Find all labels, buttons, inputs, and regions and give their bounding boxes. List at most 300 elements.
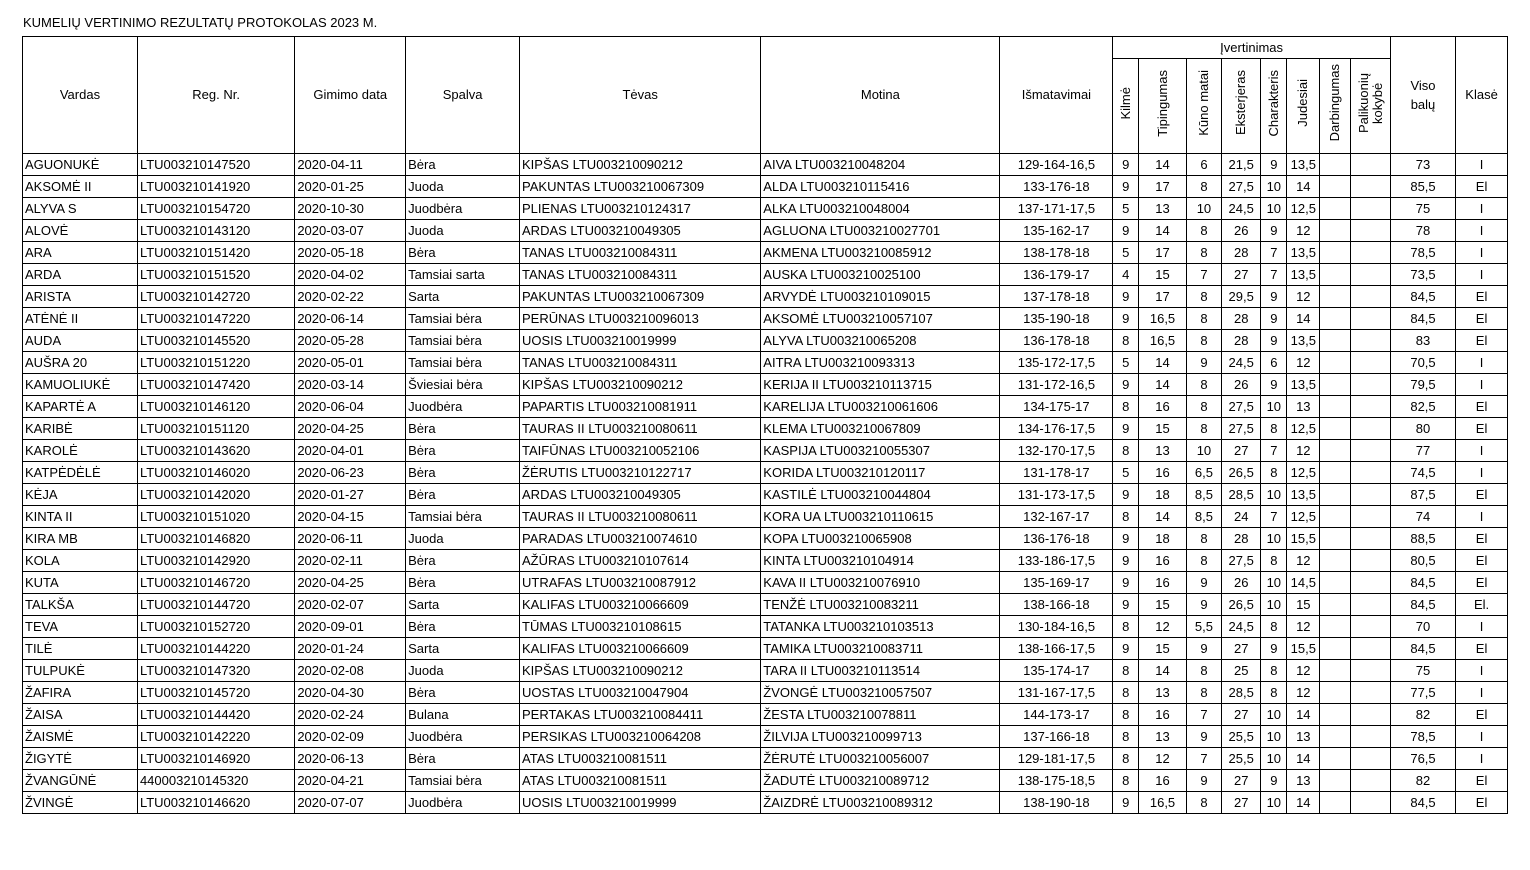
table-cell: 14,5 xyxy=(1287,572,1320,594)
table-cell: 9 xyxy=(1261,286,1287,308)
table-cell xyxy=(1351,748,1390,770)
table-cell: TARA II LTU003210113514 xyxy=(761,660,1000,682)
table-cell xyxy=(1351,374,1390,396)
table-cell: LTU003210144720 xyxy=(137,594,294,616)
table-cell: 12,5 xyxy=(1287,462,1320,484)
table-cell: 13,5 xyxy=(1287,330,1320,352)
table-cell: 9 xyxy=(1186,594,1221,616)
table-cell xyxy=(1351,682,1390,704)
table-row xyxy=(23,726,1508,748)
table-row xyxy=(23,440,1508,462)
table-cell: 26 xyxy=(1222,374,1261,396)
table-cell: Bėra xyxy=(406,418,520,440)
col-header-darbingumas: Darbingumas xyxy=(1320,59,1351,154)
table-cell: PERTAKAS LTU003210084411 xyxy=(520,704,761,726)
table-cell: 8 xyxy=(1186,660,1221,682)
table-cell: I xyxy=(1456,198,1508,220)
table-cell: 15 xyxy=(1139,418,1187,440)
table-cell: 8 xyxy=(1186,374,1221,396)
table-cell: 2020-02-07 xyxy=(295,594,406,616)
table-cell: 13 xyxy=(1139,440,1187,462)
table-cell: 5 xyxy=(1113,352,1139,374)
col-header-kilme: Kilmė xyxy=(1113,59,1139,154)
table-cell: I xyxy=(1456,748,1508,770)
table-cell: 12 xyxy=(1287,616,1320,638)
table-cell: 12 xyxy=(1139,748,1187,770)
table-cell: 29,5 xyxy=(1222,286,1261,308)
table-cell: UOSTAS LTU003210047904 xyxy=(520,682,761,704)
table-cell: 13 xyxy=(1139,198,1187,220)
table-cell: 137-178-18 xyxy=(1000,286,1113,308)
table-cell: 137-171-17,5 xyxy=(1000,198,1113,220)
table-cell: 9 xyxy=(1186,726,1221,748)
table-cell xyxy=(1351,770,1390,792)
table-cell xyxy=(1351,242,1390,264)
table-cell xyxy=(1320,660,1351,682)
table-cell: ATAS LTU003210081511 xyxy=(520,748,761,770)
table-cell: 10 xyxy=(1261,198,1287,220)
table-cell: 10 xyxy=(1186,198,1221,220)
table-cell: 138-190-18 xyxy=(1000,792,1113,814)
table-cell xyxy=(1351,704,1390,726)
table-cell: 131-172-16,5 xyxy=(1000,374,1113,396)
col-header-motina: Motina xyxy=(761,37,1000,154)
table-cell: Bėra xyxy=(406,616,520,638)
table-cell: 2020-06-14 xyxy=(295,308,406,330)
table-cell: Juodbėra xyxy=(406,198,520,220)
table-cell: 82 xyxy=(1390,770,1455,792)
table-cell: 2020-02-22 xyxy=(295,286,406,308)
table-cell: 16,5 xyxy=(1139,330,1187,352)
table-cell: KARELIJA LTU003210061606 xyxy=(761,396,1000,418)
table-cell: AKSOMĖ LTU003210057107 xyxy=(761,308,1000,330)
col-header-ismatavimai: Išmatavimai xyxy=(1000,37,1113,154)
table-cell: LTU003210146020 xyxy=(137,462,294,484)
table-cell: 136-178-18 xyxy=(1000,330,1113,352)
table-cell: 12 xyxy=(1287,286,1320,308)
table-cell xyxy=(1351,484,1390,506)
table-cell: 5,5 xyxy=(1186,616,1221,638)
col-header-judesiai: Judesiai xyxy=(1287,59,1320,154)
table-cell: ALYVA S xyxy=(23,198,138,220)
table-cell xyxy=(1320,286,1351,308)
table-cell: 131-178-17 xyxy=(1000,462,1113,484)
table-cell xyxy=(1320,154,1351,176)
table-cell: 2020-09-01 xyxy=(295,616,406,638)
table-cell xyxy=(1351,198,1390,220)
table-row xyxy=(23,506,1508,528)
table-row xyxy=(23,330,1508,352)
table-cell: 8 xyxy=(1113,330,1139,352)
table-cell: TAURAS II LTU003210080611 xyxy=(520,418,761,440)
col-header-tevas: Tėvas xyxy=(520,37,761,154)
table-cell: 2020-01-27 xyxy=(295,484,406,506)
table-cell xyxy=(1320,440,1351,462)
table-cell: 27,5 xyxy=(1222,418,1261,440)
table-cell: 10 xyxy=(1261,726,1287,748)
col-header-vardas: Vardas xyxy=(23,37,138,154)
table-cell: 27 xyxy=(1222,770,1261,792)
table-cell xyxy=(1320,374,1351,396)
table-cell: LTU003210146120 xyxy=(137,396,294,418)
table-cell: 6 xyxy=(1186,154,1221,176)
table-cell: KUTA xyxy=(23,572,138,594)
table-cell: KOLA xyxy=(23,550,138,572)
table-cell xyxy=(1320,506,1351,528)
table-cell: KORIDA LTU003210120117 xyxy=(761,462,1000,484)
col-header-tipingumas: Tipingumas xyxy=(1139,59,1187,154)
table-cell: 75 xyxy=(1390,198,1455,220)
document-title: KUMELIŲ VERTINIMO REZULTATŲ PROTOKOLAS 2023 M. xyxy=(23,15,378,30)
table-cell: 9 xyxy=(1261,308,1287,330)
table-cell: 2020-04-02 xyxy=(295,264,406,286)
table-cell: 8 xyxy=(1113,770,1139,792)
table-cell: 8 xyxy=(1186,286,1221,308)
table-cell: 16,5 xyxy=(1139,308,1187,330)
table-cell: 25,5 xyxy=(1222,748,1261,770)
table-cell: 135-174-17 xyxy=(1000,660,1113,682)
table-cell: AKMENA LTU003210085912 xyxy=(761,242,1000,264)
table-cell: 17 xyxy=(1139,242,1187,264)
table-cell xyxy=(1320,220,1351,242)
table-cell: 10 xyxy=(1261,748,1287,770)
table-cell: Sarta xyxy=(406,286,520,308)
table-row xyxy=(23,748,1508,770)
table-cell: 14 xyxy=(1139,220,1187,242)
table-cell: 9 xyxy=(1113,638,1139,660)
table-cell: 15,5 xyxy=(1287,528,1320,550)
table-cell: 9 xyxy=(1186,638,1221,660)
table-cell: 12,5 xyxy=(1287,198,1320,220)
table-cell: ARA xyxy=(23,242,138,264)
table-cell: 28 xyxy=(1222,528,1261,550)
table-row xyxy=(23,154,1508,176)
table-cell: Sarta xyxy=(406,638,520,660)
table-cell: 10 xyxy=(1261,484,1287,506)
table-cell: KĖJA xyxy=(23,484,138,506)
table-cell: 8 xyxy=(1113,616,1139,638)
table-cell: 5 xyxy=(1113,242,1139,264)
table-cell: LTU003210144220 xyxy=(137,638,294,660)
table-cell: El xyxy=(1456,418,1508,440)
table-row xyxy=(23,682,1508,704)
table-cell: 14 xyxy=(1139,660,1187,682)
table-cell: 13 xyxy=(1139,682,1187,704)
table-cell: 136-179-17 xyxy=(1000,264,1113,286)
table-cell: ŽVONGĖ LTU003210057507 xyxy=(761,682,1000,704)
table-cell: 27 xyxy=(1222,440,1261,462)
table-cell: LTU003210152720 xyxy=(137,616,294,638)
col-header-palikuoniu-kokybe: Palikuonių kokybė xyxy=(1351,59,1390,154)
table-cell xyxy=(1320,176,1351,198)
table-cell: LTU003210142720 xyxy=(137,286,294,308)
table-cell: 135-169-17 xyxy=(1000,572,1113,594)
table-cell: 2020-02-09 xyxy=(295,726,406,748)
table-cell: 9 xyxy=(1186,352,1221,374)
table-cell xyxy=(1320,418,1351,440)
table-cell xyxy=(1320,264,1351,286)
table-cell: Tamsiai sarta xyxy=(406,264,520,286)
col-header-klase: Klasė xyxy=(1456,37,1508,154)
table-cell: 10 xyxy=(1186,440,1221,462)
table-cell: 10 xyxy=(1261,528,1287,550)
col-header-viso-balu xyxy=(1390,37,1455,154)
table-cell: 13 xyxy=(1139,726,1187,748)
table-cell: 133-176-18 xyxy=(1000,176,1113,198)
table-cell: KINTA LTU003210104914 xyxy=(761,550,1000,572)
table-cell: 7 xyxy=(1261,264,1287,286)
table-cell: KOPA LTU003210065908 xyxy=(761,528,1000,550)
table-cell: 16 xyxy=(1139,704,1187,726)
table-cell: 132-167-17 xyxy=(1000,506,1113,528)
table-cell: 27 xyxy=(1222,704,1261,726)
table-cell: 9 xyxy=(1113,484,1139,506)
table-row xyxy=(23,660,1508,682)
table-cell: 9 xyxy=(1186,770,1221,792)
table-cell: 2020-05-18 xyxy=(295,242,406,264)
table-cell: Juodbėra xyxy=(406,396,520,418)
table-cell: 14 xyxy=(1287,748,1320,770)
table-cell: 8 xyxy=(1186,418,1221,440)
table-row xyxy=(23,176,1508,198)
table-cell: Bėra xyxy=(406,682,520,704)
table-cell xyxy=(1320,308,1351,330)
table-cell: 10 xyxy=(1261,792,1287,814)
table-cell: 5 xyxy=(1113,462,1139,484)
table-cell: 8 xyxy=(1261,616,1287,638)
table-cell: 14 xyxy=(1139,352,1187,374)
table-cell: Bėra xyxy=(406,462,520,484)
table-row xyxy=(23,308,1508,330)
table-cell: 2020-05-01 xyxy=(295,352,406,374)
group-header-ivertinimas: Įvertinimas xyxy=(1113,37,1391,59)
table-cell: 27 xyxy=(1222,792,1261,814)
table-row xyxy=(23,550,1508,572)
table-cell: 73 xyxy=(1390,154,1455,176)
table-cell: PAKUNTAS LTU003210067309 xyxy=(520,176,761,198)
table-cell xyxy=(1351,264,1390,286)
table-cell: 7 xyxy=(1261,242,1287,264)
table-cell xyxy=(1351,440,1390,462)
table-cell: 8 xyxy=(1113,506,1139,528)
results-table xyxy=(22,36,1508,814)
table-cell: Tamsiai bėra xyxy=(406,770,520,792)
table-cell: LTU003210143620 xyxy=(137,440,294,462)
table-cell: ARDA xyxy=(23,264,138,286)
table-cell: Juoda xyxy=(406,220,520,242)
table-cell: 135-162-17 xyxy=(1000,220,1113,242)
table-cell: I xyxy=(1456,660,1508,682)
table-row xyxy=(23,198,1508,220)
table-cell: ŽESTA LTU003210078811 xyxy=(761,704,1000,726)
table-cell: 8 xyxy=(1261,660,1287,682)
table-cell: 79,5 xyxy=(1390,374,1455,396)
table-cell: El xyxy=(1456,308,1508,330)
table-cell: 13 xyxy=(1287,726,1320,748)
table-cell: 131-173-17,5 xyxy=(1000,484,1113,506)
table-cell: AŽŪRAS LTU003210107614 xyxy=(520,550,761,572)
table-cell: 13,5 xyxy=(1287,374,1320,396)
table-cell: Juoda xyxy=(406,660,520,682)
table-cell xyxy=(1320,704,1351,726)
table-cell: LTU003210151120 xyxy=(137,418,294,440)
table-cell: PERSIKAS LTU003210064208 xyxy=(520,726,761,748)
table-cell: PERŪNAS LTU003210096013 xyxy=(520,308,761,330)
table-cell xyxy=(1320,396,1351,418)
table-cell: El xyxy=(1456,528,1508,550)
table-cell xyxy=(1320,352,1351,374)
table-cell: I xyxy=(1456,682,1508,704)
table-cell: UOSIS LTU003210019999 xyxy=(520,330,761,352)
table-cell: 137-166-18 xyxy=(1000,726,1113,748)
table-cell: LTU003210146720 xyxy=(137,572,294,594)
table-cell: 138-166-18 xyxy=(1000,594,1113,616)
table-cell: 27,5 xyxy=(1222,550,1261,572)
table-cell: ARDAS LTU003210049305 xyxy=(520,220,761,242)
table-cell: El xyxy=(1456,704,1508,726)
col-header-spalva: Spalva xyxy=(406,37,520,154)
table-cell: 17 xyxy=(1139,286,1187,308)
table-cell: KIPŠAS LTU003210090212 xyxy=(520,154,761,176)
table-cell: Bėra xyxy=(406,550,520,572)
table-cell: Tamsiai bėra xyxy=(406,330,520,352)
table-cell: 2020-04-30 xyxy=(295,682,406,704)
table-cell: 84,5 xyxy=(1390,638,1455,660)
table-cell: 8 xyxy=(1113,396,1139,418)
table-cell: AITRA LTU003210093313 xyxy=(761,352,1000,374)
table-cell: 6,5 xyxy=(1186,462,1221,484)
table-cell xyxy=(1351,396,1390,418)
table-cell: 138-175-18,5 xyxy=(1000,770,1113,792)
table-cell xyxy=(1320,616,1351,638)
table-cell: Bėra xyxy=(406,440,520,462)
table-cell: 10 xyxy=(1261,396,1287,418)
table-row xyxy=(23,638,1508,660)
table-cell: LTU003210147520 xyxy=(137,154,294,176)
table-cell: 8 xyxy=(1261,550,1287,572)
table-cell: 14 xyxy=(1287,704,1320,726)
table-cell: 28,5 xyxy=(1222,682,1261,704)
table-cell xyxy=(1320,330,1351,352)
table-cell: 21,5 xyxy=(1222,154,1261,176)
table-cell: TEVA xyxy=(23,616,138,638)
table-cell: 13 xyxy=(1287,396,1320,418)
table-cell: TANAS LTU003210084311 xyxy=(520,352,761,374)
table-cell: ŽVINGĖ xyxy=(23,792,138,814)
table-cell: ARISTA xyxy=(23,286,138,308)
table-cell: 2020-04-25 xyxy=(295,572,406,594)
table-cell: 8 xyxy=(1186,330,1221,352)
table-cell: 8 xyxy=(1186,396,1221,418)
table-cell: 12 xyxy=(1287,352,1320,374)
table-cell: 130-184-16,5 xyxy=(1000,616,1113,638)
table-cell: ŽAIZDRĖ LTU003210089312 xyxy=(761,792,1000,814)
table-cell: AGUONUKĖ xyxy=(23,154,138,176)
table-cell: LTU003210142920 xyxy=(137,550,294,572)
table-cell: 8,5 xyxy=(1186,506,1221,528)
table-cell: TAMIKA LTU003210083711 xyxy=(761,638,1000,660)
table-cell: 2020-05-28 xyxy=(295,330,406,352)
table-row xyxy=(23,418,1508,440)
table-cell: TAURAS II LTU003210080611 xyxy=(520,506,761,528)
table-cell: 84,5 xyxy=(1390,286,1455,308)
table-cell xyxy=(1351,418,1390,440)
table-cell: 136-176-18 xyxy=(1000,528,1113,550)
table-cell: Tamsiai bėra xyxy=(406,506,520,528)
table-cell: 2020-02-08 xyxy=(295,660,406,682)
table-cell: LTU003210145720 xyxy=(137,682,294,704)
table-cell: 129-181-17,5 xyxy=(1000,748,1113,770)
table-cell: 8 xyxy=(1186,550,1221,572)
table-cell: 8 xyxy=(1261,682,1287,704)
table-cell: ŽILVIJA LTU003210099713 xyxy=(761,726,1000,748)
table-cell: KATPĖDĖLĖ xyxy=(23,462,138,484)
table-cell: 9 xyxy=(1113,374,1139,396)
table-cell: 25 xyxy=(1222,660,1261,682)
table-cell: PARADAS LTU003210074610 xyxy=(520,528,761,550)
table-cell xyxy=(1320,792,1351,814)
table-cell: 440003210145320 xyxy=(137,770,294,792)
table-cell: 78 xyxy=(1390,220,1455,242)
table-cell: AKSOMĖ II xyxy=(23,176,138,198)
table-cell: LTU003210147220 xyxy=(137,308,294,330)
table-cell xyxy=(1351,308,1390,330)
table-cell: 28,5 xyxy=(1222,484,1261,506)
table-cell: 9 xyxy=(1113,572,1139,594)
table-cell: 133-186-17,5 xyxy=(1000,550,1113,572)
table-cell: I xyxy=(1456,264,1508,286)
table-cell xyxy=(1351,726,1390,748)
table-cell: 83 xyxy=(1390,330,1455,352)
table-cell: 2020-06-04 xyxy=(295,396,406,418)
viso-balu-label: Viso balų xyxy=(1410,77,1436,112)
table-cell: 8 xyxy=(1113,682,1139,704)
table-cell: Bėra xyxy=(406,242,520,264)
table-cell: LTU003210147420 xyxy=(137,374,294,396)
table-row xyxy=(23,484,1508,506)
table-cell: 135-190-18 xyxy=(1000,308,1113,330)
table-cell: ŽADUTĖ LTU003210089712 xyxy=(761,770,1000,792)
table-cell: 8 xyxy=(1113,440,1139,462)
table-cell: LTU003210151220 xyxy=(137,352,294,374)
table-cell: 27 xyxy=(1222,264,1261,286)
table-cell: 16 xyxy=(1139,462,1187,484)
table-cell xyxy=(1351,616,1390,638)
table-cell: 15,5 xyxy=(1287,638,1320,660)
table-cell: 8 xyxy=(1186,220,1221,242)
table-cell xyxy=(1320,572,1351,594)
table-cell: 10 xyxy=(1261,176,1287,198)
table-cell: 85,5 xyxy=(1390,176,1455,198)
table-cell: El. xyxy=(1456,594,1508,616)
col-header-charakteris: Charakteris xyxy=(1261,59,1287,154)
table-cell: 2020-07-07 xyxy=(295,792,406,814)
table-cell xyxy=(1351,330,1390,352)
table-cell: KORA UA LTU003210110615 xyxy=(761,506,1000,528)
col-header-eksterjeras: Eksterjeras xyxy=(1222,59,1261,154)
table-cell: 70,5 xyxy=(1390,352,1455,374)
table-cell: Juoda xyxy=(406,528,520,550)
table-cell: 18 xyxy=(1139,528,1187,550)
table-cell: KARIBĖ xyxy=(23,418,138,440)
table-cell: 70 xyxy=(1390,616,1455,638)
table-cell: KAMUOLIUKĖ xyxy=(23,374,138,396)
table-row xyxy=(23,220,1508,242)
table-cell: UTRAFAS LTU003210087912 xyxy=(520,572,761,594)
table-cell: 9 xyxy=(1113,594,1139,616)
table-cell: TULPUKĖ xyxy=(23,660,138,682)
table-cell: LTU003210141920 xyxy=(137,176,294,198)
